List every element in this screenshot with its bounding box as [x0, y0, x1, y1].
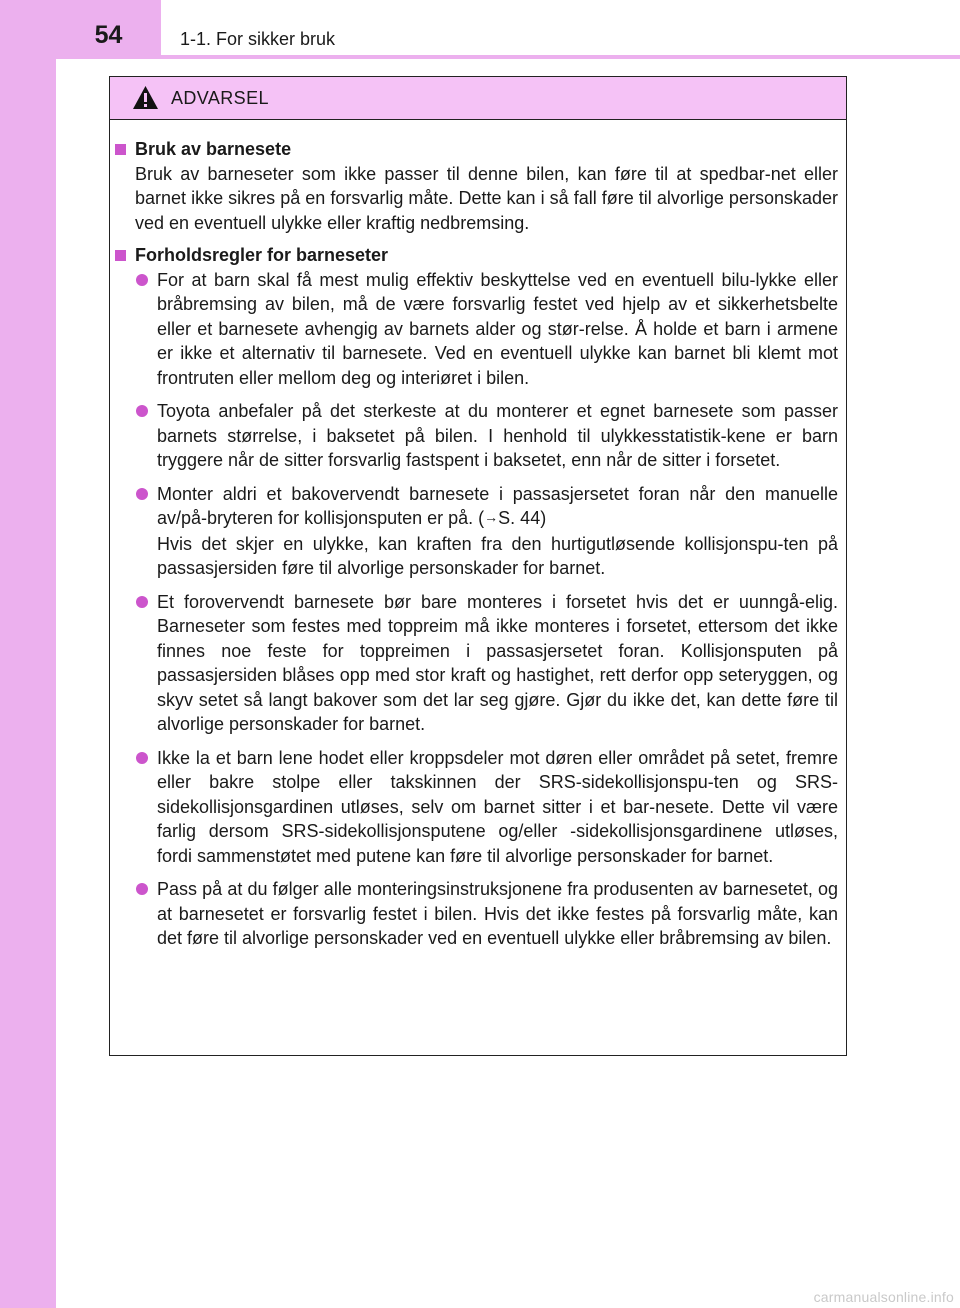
list-item [114, 268, 838, 391]
list-item-text: Monter aldri et bakovervendt barnesete i passasjersetet foran når den manuelle av/på-bryteren for kollisjonsputen er på. ( [157, 483, 838, 528]
page-number: 54 [56, 0, 161, 55]
warning-body [110, 120, 846, 951]
warning-title: ADVARSEL [171, 88, 269, 108]
square-bullet-icon [115, 250, 126, 261]
round-bullet-icon [136, 405, 148, 417]
subheading-text: Forholdsregler for barneseter [135, 245, 389, 265]
list-item [114, 399, 838, 473]
list-item-text: Pass på at du følger alle monteringsinstruksjonene fra produsenten av barnesetet, og at barnesetet er forsvarlig festet i bilen. Hvis det ikke festes på forsvarlig måte, kan det føre til alvorlige personskader ved en eventuell ulykke eller bråbremsing av bilen. [157, 879, 838, 948]
page-reference-link[interactable]: S. 44) [498, 508, 547, 528]
list-item-text: Et forovervendt barnesete bør bare monteres i forsetet hvis det er uunngå-elig. Barneseter som festes med toppreim må ikke monteres i forsetet, ettersom det ikke finnes noe feste for toppreimen i passasjersetet foran. Kollisjonsputen på passasjersiden blåses opp med stor kraft og hastighet, rett derfor opp seteryggen, og skyv setet så langt bakover som det lar seg gjøre. Gjør du ikke det, kan dette føre til alvorlige personskader for barnet. [157, 591, 838, 734]
round-bullet-icon [136, 752, 148, 764]
list-item [114, 590, 838, 737]
list-item-continuation: Hvis det skjer en ulykke, kan kraften fra den hurtigutløsende kollisjonspu-ten på passasjersiden føre til alvorlige personskader for barnet. [157, 533, 838, 578]
section-title: 1-1. For sikker bruk [180, 29, 336, 49]
round-bullet-icon [136, 274, 148, 286]
round-bullet-icon [136, 488, 148, 500]
side-strip [0, 0, 56, 1308]
arrow-right-icon: → [484, 509, 499, 525]
warning-box [109, 76, 847, 1056]
warning-header [110, 77, 846, 120]
round-bullet-icon [136, 883, 148, 895]
warning-triangle-icon [132, 85, 159, 110]
list-item-text: For at barn skal få mest mulig effektiv beskyttelse ved en eventuell bilu-lykke eller bråbremsing av bilen, må de være forsvarlig festet ved hjelp av et sikkerhetsbelte eller et barnesete avhengig av barnets alder og stør-relse. Å holde et barn i armene er ikke et alternativ til barnesete. Ved en eventuell ulykke kan barnet bli klemt mot frontruten eller mellom deg og interiøret i bilen. [157, 269, 838, 388]
list-item [114, 746, 838, 869]
header-rule [56, 55, 960, 59]
list-item-text: Ikke la et barn lene hodet eller kroppsdeler mot døren eller området på setet, fremre eller bakre stolpe eller takskinnen der SRS-sidekollisjonspu-ten og SRS-sidekollisjonsgardinen utløses, selv om barnet sitter i et bar-nesete. Dette vil være farlig dersom SRS-sidekollisjonsputene og/eller -sidekollisjonsgardinene utløses, fordi sammenstøtet med putene kan føre til alvorlige personskader for barnet. [157, 747, 838, 866]
list-item [114, 482, 838, 581]
subheading-precautions [114, 243, 838, 268]
list-item [114, 877, 838, 951]
paragraph-child-seat-use: Bruk av barneseter som ikke passer til denne bilen, kan føre til at spedbar-net eller barnet ikke sikres på en forsvarlig måte. Dette kan i så fall føre til alvorlige personskader ved en eventuell ulykke eller kraftig nedbremsing. [135, 163, 838, 233]
square-bullet-icon [115, 144, 126, 155]
list-item-text: Toyota anbefaler på det sterkeste at du monterer et egnet barnesete som passer barnets størrelse, i baksetet på bilen. I henhold til ulykkesstatistik-kene er barn tryggere når de sitter forsvarlig fastspent i baksetet, enn når de sitter i forsetet. [157, 401, 838, 470]
round-bullet-icon [136, 596, 148, 608]
subheading-child-seat-use [114, 137, 838, 162]
watermark: carmanualsonline.info [813, 1289, 954, 1305]
subheading-text: Bruk av barnesete [135, 139, 292, 159]
